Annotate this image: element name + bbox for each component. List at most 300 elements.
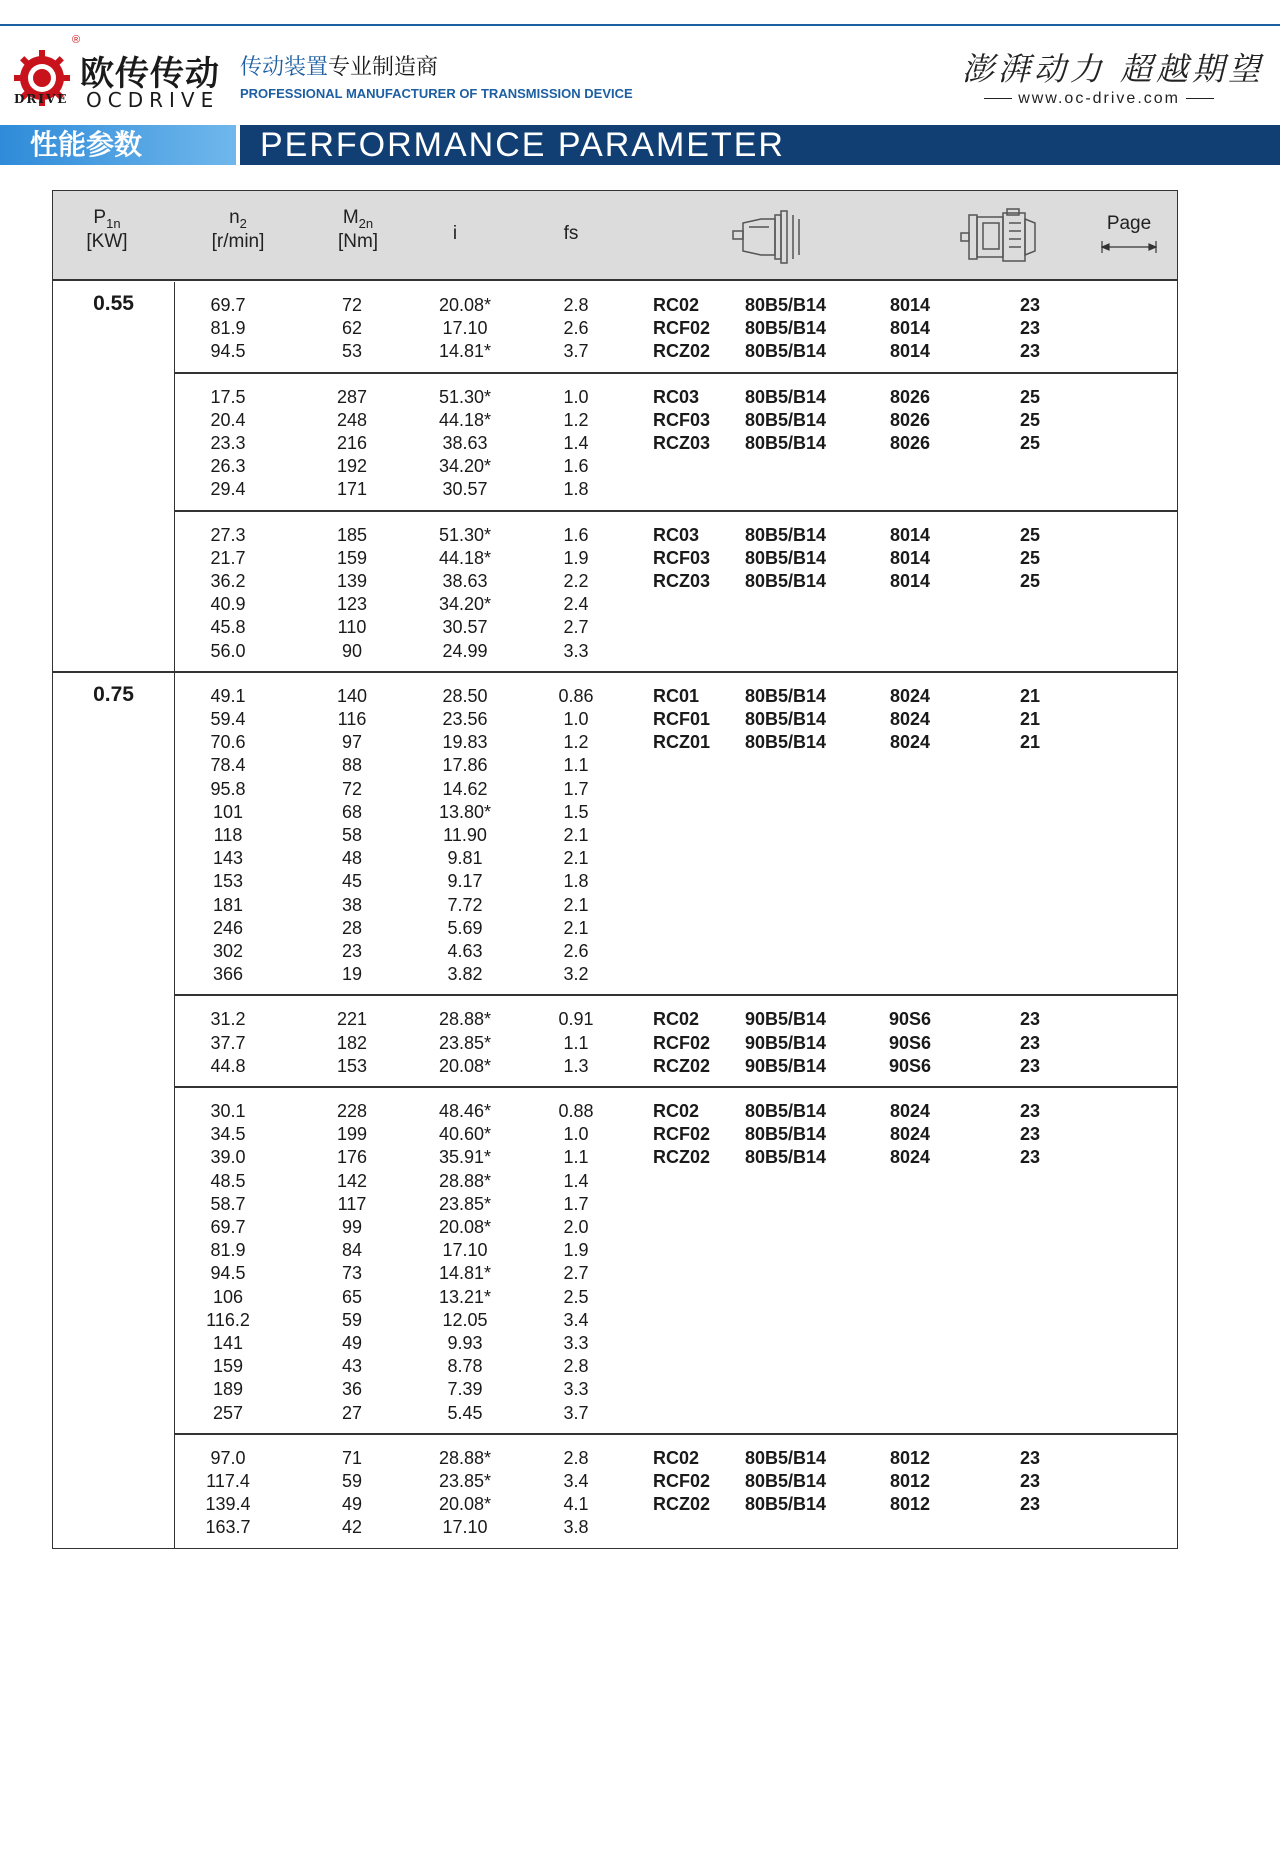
flange-value: 80B5/B14 [745, 732, 827, 753]
fs-value: 1.7 [563, 778, 589, 799]
n2-value: 44.8 [210, 1055, 246, 1076]
ratio-value: 38.63 [442, 571, 488, 591]
flange-value: 80B5/B14 [745, 547, 827, 568]
model-value: RC02 [653, 1101, 700, 1121]
fs-value: 2.8 [563, 295, 589, 315]
motor-value: 8014 [889, 318, 931, 339]
model-value: RCF01 [653, 709, 711, 729]
group-divider [174, 510, 1177, 512]
flange-value: 80B5/B14 [745, 571, 827, 591]
m2n-value: 248 [336, 409, 368, 430]
m2n-value: 28 [341, 917, 363, 938]
table-header [53, 191, 1177, 281]
n2-value: 56.0 [210, 640, 246, 661]
brand-name-cn: 欧传传动 [80, 54, 220, 94]
fs-value: 3.4 [563, 1309, 589, 1330]
ratio-value: 30.57 [442, 617, 488, 638]
m2n-value: 123 [336, 594, 368, 615]
m2n-value: 159 [336, 547, 368, 568]
ratio-value: 44.18* [438, 409, 492, 430]
registered-mark: ® [72, 34, 81, 46]
group-divider [174, 1086, 1177, 1088]
n2-value: 143 [212, 848, 244, 869]
m2n-value: 117 [337, 1193, 367, 1214]
n2-value: 40.9 [210, 594, 246, 615]
page-value: 23 [1019, 1101, 1041, 1121]
fs-value: 1.4 [563, 433, 589, 453]
m2n-value: 116 [337, 709, 367, 729]
ratio-value: 48.46* [438, 1101, 492, 1121]
group-divider [174, 994, 1177, 996]
model-value: RC03 [653, 524, 700, 545]
ratio-value: 38.63 [442, 433, 488, 453]
fs-value: 1.4 [563, 1170, 589, 1191]
ratio-value: 12.05 [442, 1309, 488, 1330]
n2-value: 23.3 [210, 433, 246, 453]
page-value: 25 [1019, 386, 1041, 407]
n2-value: 163.7 [205, 1517, 251, 1538]
n2-value: 20.4 [210, 409, 246, 430]
motor-value: 8014 [889, 341, 931, 362]
ratio-value: 11.90 [443, 825, 487, 845]
ratio-value: 20.08* [438, 1055, 492, 1076]
n2-value: 159 [212, 1356, 244, 1377]
performance-table [52, 190, 1178, 1549]
n2-value: 302 [212, 941, 244, 961]
n2-value: 29.4 [210, 479, 246, 500]
m2n-value: 59 [341, 1309, 363, 1330]
m2n-value: 48 [341, 848, 363, 869]
m2n-value: 139 [336, 571, 368, 591]
fs-value: 3.7 [563, 341, 589, 362]
motor-value: 8026 [889, 409, 931, 430]
n2-value: 21.7 [210, 547, 246, 568]
group-divider [174, 372, 1177, 374]
motor-value: 8024 [889, 685, 931, 706]
m2n-value: 72 [341, 295, 363, 315]
ratio-value: 14.81* [438, 341, 492, 362]
table-row [175, 1514, 1175, 1541]
model-value: RCF03 [653, 409, 711, 430]
m2n-value: 65 [341, 1286, 363, 1307]
fs-value: 4.1 [563, 1494, 589, 1515]
n2-value: 78.4 [210, 755, 246, 776]
ratio-value: 23.85* [438, 1471, 492, 1491]
n2-value: 59.4 [210, 709, 246, 729]
model-value: RC03 [653, 386, 700, 407]
ratio-value: 28.50 [442, 685, 488, 706]
n2-value: 34.5 [210, 1124, 246, 1145]
motor-value: 8012 [889, 1494, 931, 1515]
page-value: 23 [1019, 1009, 1041, 1030]
top-rule [0, 24, 1280, 26]
fs-value: 0.88 [558, 1101, 594, 1121]
fs-value: 2.2 [563, 571, 589, 591]
ratio-value: 19.83 [442, 732, 488, 753]
m2n-value: 185 [336, 524, 368, 545]
model-value: RC02 [653, 1009, 700, 1030]
m2n-value: 88 [341, 755, 363, 776]
fs-value: 3.3 [563, 1379, 589, 1400]
ratio-value: 7.39 [447, 1379, 483, 1400]
fs-value: 1.0 [563, 386, 589, 407]
power-value: 0.75 [93, 682, 134, 706]
m2n-value: 171 [336, 479, 368, 500]
n2-value: 141 [212, 1333, 244, 1353]
fs-value: 0.86 [558, 685, 594, 706]
fs-value: 1.1 [563, 1032, 589, 1053]
ratio-value: 20.08* [438, 295, 492, 315]
page-value: 21 [1019, 709, 1041, 729]
motor-value: 8024 [889, 1147, 931, 1168]
column-divider [174, 282, 175, 1548]
motor-value: 90S6 [888, 1032, 932, 1053]
n2-value: 106 [212, 1286, 244, 1307]
ratio-value: 9.17 [447, 871, 483, 892]
m2n-value: 23 [341, 941, 363, 961]
flange-value: 80B5/B14 [745, 295, 827, 315]
m2n-value: 36 [341, 1379, 363, 1400]
ratio-value: 17.10 [442, 1240, 488, 1261]
m2n-value: 71 [341, 1447, 363, 1468]
n2-value: 257 [212, 1402, 244, 1423]
n2-value: 366 [212, 964, 244, 985]
n2-value: 139.4 [205, 1494, 251, 1515]
ratio-value: 28.88* [438, 1009, 492, 1030]
page-value: 23 [1019, 1147, 1041, 1168]
model-value: RC01 [653, 685, 700, 706]
fs-value: 2.1 [563, 825, 589, 845]
page-value: 25 [1019, 524, 1041, 545]
fs-value: 1.0 [563, 709, 589, 729]
m2n-value: 153 [336, 1055, 368, 1076]
model-value: RC02 [653, 295, 700, 315]
flange-value: 80B5/B14 [745, 1447, 827, 1468]
n2-value: 58.7 [210, 1193, 246, 1214]
fs-value: 2.6 [563, 941, 589, 961]
m2n-value: 42 [341, 1517, 363, 1538]
m2n-value: 38 [341, 894, 363, 915]
model-value: RCF03 [653, 547, 711, 568]
power-divider [53, 671, 1177, 673]
n2-value: 45.8 [210, 617, 246, 638]
m2n-value: 45 [341, 871, 363, 892]
fs-value: 1.8 [563, 871, 589, 892]
section-title-cn: 性能参数 [0, 125, 236, 165]
ratio-value: 7.72 [447, 894, 483, 915]
flange-value: 80B5/B14 [745, 1101, 827, 1121]
fs-value: 3.4 [563, 1471, 589, 1491]
flange-value: 80B5/B14 [745, 685, 827, 706]
flange-value: 80B5/B14 [745, 433, 827, 453]
page-value: 23 [1019, 318, 1041, 339]
ratio-value: 20.08* [438, 1217, 492, 1237]
n2-value: 118 [213, 825, 243, 845]
m2n-value: 68 [341, 801, 363, 822]
m2n-value: 140 [336, 685, 368, 706]
m2n-value: 216 [336, 433, 368, 453]
ratio-value: 28.88* [438, 1170, 492, 1191]
n2-value: 246 [212, 917, 244, 938]
ratio-value: 34.20* [438, 594, 492, 615]
flange-value: 80B5/B14 [745, 1494, 827, 1515]
m2n-value: 27 [341, 1402, 363, 1423]
ratio-value: 23.56 [442, 709, 488, 729]
header-fs: fs [563, 223, 579, 244]
model-value: RCZ01 [653, 732, 711, 753]
tagline-en: PROFESSIONAL MANUFACTURER OF TRANSMISSION DEVICE [240, 86, 633, 101]
ratio-value: 35.91* [438, 1147, 492, 1168]
table-row [175, 338, 1175, 365]
fs-value: 3.3 [563, 640, 589, 661]
ratio-value: 9.81 [447, 848, 483, 869]
header-m2n: $M_{2n}$ [Nm] [337, 207, 379, 252]
flange-value: 80B5/B14 [745, 1124, 827, 1145]
n2-value: 31.2 [210, 1009, 246, 1030]
ratio-value: 8.78 [447, 1356, 483, 1377]
ratio-value: 13.80* [438, 801, 492, 822]
ratio-value: 51.30* [438, 524, 492, 545]
model-value: RCF02 [653, 1471, 711, 1491]
logo-drive-text: DRIVE [14, 92, 69, 106]
fs-value: 1.9 [563, 547, 589, 568]
n2-value: 117.4 [206, 1471, 250, 1491]
n2-value: 189 [212, 1379, 244, 1400]
ratio-value: 23.85* [438, 1032, 492, 1053]
flange-value: 90B5/B14 [745, 1055, 827, 1076]
flange-value: 80B5/B14 [745, 524, 827, 545]
n2-value: 30.1 [210, 1101, 246, 1121]
fs-value: 1.0 [563, 1124, 589, 1145]
model-value: RCF02 [653, 1124, 711, 1145]
brand-name-en: OCDRIVE [86, 88, 220, 112]
n2-value: 101 [212, 801, 244, 822]
motor-value: 8014 [889, 571, 931, 591]
table-row [175, 961, 1175, 988]
motor-icon [959, 207, 1039, 267]
model-value: RCF02 [653, 318, 711, 339]
fs-value: 3.7 [563, 1402, 589, 1423]
model-value: RC02 [653, 1447, 700, 1468]
n2-value: 69.7 [210, 1217, 246, 1237]
n2-value: 69.7 [210, 295, 246, 315]
flange-value: 80B5/B14 [745, 709, 827, 729]
motor-value: 90S6 [888, 1009, 932, 1030]
page-value: 23 [1019, 1447, 1041, 1468]
ratio-value: 40.60* [438, 1124, 492, 1145]
fs-value: 2.8 [563, 1356, 589, 1377]
page-header [0, 34, 1280, 114]
table-row [175, 1053, 1175, 1080]
n2-value: 70.6 [210, 732, 246, 753]
page-value: 23 [1019, 341, 1041, 362]
m2n-value: 19 [341, 964, 363, 985]
ratio-value: 17.10 [442, 1517, 488, 1538]
ratio-value: 9.93 [447, 1333, 483, 1353]
m2n-value: 287 [336, 386, 368, 407]
m2n-value: 199 [336, 1124, 368, 1145]
page-value: 21 [1019, 685, 1041, 706]
ratio-value: 3.82 [447, 964, 483, 985]
m2n-value: 72 [341, 778, 363, 799]
ratio-value: 20.08* [438, 1494, 492, 1515]
power-value: 0.55 [93, 292, 134, 315]
ratio-value: 28.88* [438, 1447, 492, 1468]
header-p1n: $P_{1n}$ [KW] [86, 207, 128, 252]
ratio-value: 51.30* [438, 386, 492, 407]
fs-value: 1.9 [563, 1240, 589, 1261]
m2n-value: 228 [336, 1101, 368, 1121]
motor-value: 90S6 [888, 1055, 932, 1076]
n2-value: 116.2 [206, 1309, 250, 1330]
n2-value: 81.9 [210, 1240, 246, 1261]
tagline-cn: 传动装置专业制造商 [240, 55, 439, 80]
n2-value: 39.0 [210, 1147, 246, 1168]
ratio-value: 23.85* [438, 1193, 492, 1214]
ratio-value: 17.86 [442, 755, 488, 776]
page-value: 23 [1019, 1494, 1041, 1515]
n2-value: 153 [212, 871, 244, 892]
fs-value: 2.7 [563, 1263, 589, 1284]
m2n-value: 192 [336, 456, 368, 477]
fs-value: 2.1 [563, 848, 589, 869]
n2-value: 37.7 [210, 1032, 246, 1053]
m2n-value: 182 [336, 1032, 368, 1053]
page-width-arrow-icon [1101, 241, 1157, 253]
table-row [175, 638, 1175, 665]
n2-value: 95.8 [210, 778, 246, 799]
fs-value: 1.6 [563, 524, 589, 545]
slogan: 澎湃动力 超越期望 [961, 50, 1264, 88]
motor-value: 8012 [889, 1471, 931, 1491]
ratio-value: 5.69 [447, 917, 483, 938]
fs-value: 1.8 [563, 479, 589, 500]
n2-value: 49.1 [210, 685, 246, 706]
model-value: RCZ03 [653, 571, 711, 591]
motor-value: 8024 [889, 1124, 931, 1145]
n2-value: 94.5 [210, 1263, 246, 1284]
ratio-value: 5.45 [447, 1402, 483, 1423]
flange-value: 80B5/B14 [745, 341, 827, 362]
fs-value: 1.7 [563, 1193, 589, 1214]
fs-value: 2.4 [563, 594, 589, 615]
m2n-value: 62 [341, 318, 363, 339]
gear-reducer-icon [731, 209, 807, 265]
m2n-value: 59 [341, 1471, 363, 1491]
page-value: 25 [1019, 571, 1041, 591]
fs-value: 2.5 [563, 1286, 589, 1307]
n2-value: 181 [212, 894, 244, 915]
m2n-value: 49 [341, 1333, 363, 1353]
fs-value: 2.8 [563, 1447, 589, 1468]
flange-value: 90B5/B14 [745, 1009, 827, 1030]
section-title-en: PERFORMANCE PARAMETER [240, 125, 1280, 165]
m2n-value: 49 [341, 1494, 363, 1515]
motor-value: 8024 [889, 732, 931, 753]
ratio-value: 13.21* [438, 1286, 492, 1307]
model-value: RCZ02 [653, 1494, 711, 1515]
page-value: 23 [1019, 1124, 1041, 1145]
ratio-value: 44.18* [438, 547, 492, 568]
fs-value: 2.6 [563, 318, 589, 339]
m2n-value: 97 [341, 732, 363, 753]
fs-value: 2.0 [563, 1217, 589, 1237]
ratio-value: 4.63 [447, 941, 483, 961]
header-ratio: i [452, 223, 458, 244]
fs-value: 3.2 [563, 964, 589, 985]
n2-value: 36.2 [210, 571, 246, 591]
motor-value: 8014 [889, 524, 931, 545]
flange-value: 80B5/B14 [745, 409, 827, 430]
n2-value: 17.5 [210, 386, 246, 407]
model-value: RCF02 [653, 1032, 711, 1053]
m2n-value: 73 [341, 1263, 363, 1284]
page-value: 23 [1019, 1032, 1041, 1053]
flange-value: 90B5/B14 [745, 1032, 827, 1053]
n2-value: 48.5 [210, 1170, 246, 1191]
model-value: RCZ02 [653, 1147, 711, 1168]
header-n2: $n_2$ [r/min] [211, 207, 265, 252]
ratio-value: 34.20* [438, 456, 492, 477]
group-divider [174, 1433, 1177, 1435]
flange-value: 80B5/B14 [745, 386, 827, 407]
fs-value: 3.8 [563, 1517, 589, 1538]
flange-value: 80B5/B14 [745, 318, 827, 339]
fs-value: 2.7 [563, 617, 589, 638]
page-value: 23 [1019, 1055, 1041, 1076]
fs-value: 1.6 [563, 456, 589, 477]
header-page: Page [1106, 213, 1152, 234]
motor-value: 8014 [889, 547, 931, 568]
fs-value: 1.1 [563, 1147, 589, 1168]
page-value: 25 [1019, 433, 1041, 453]
n2-value: 81.9 [210, 318, 246, 339]
table-row [175, 1400, 1175, 1427]
m2n-value: 53 [341, 341, 363, 362]
page-value: 25 [1019, 547, 1041, 568]
m2n-value: 90 [341, 640, 363, 661]
fs-value: 1.1 [563, 755, 589, 776]
page-value: 23 [1019, 1471, 1041, 1491]
ratio-value: 14.81* [438, 1263, 492, 1284]
fs-value: 1.2 [563, 409, 589, 430]
ratio-value: 24.99 [442, 640, 488, 661]
fs-value: 1.5 [563, 801, 589, 822]
n2-value: 94.5 [210, 341, 246, 362]
ratio-value: 17.10 [442, 318, 488, 339]
page-value: 23 [1019, 295, 1041, 315]
fs-value: 2.1 [563, 894, 589, 915]
motor-value: 8024 [889, 709, 931, 729]
n2-value: 26.3 [210, 456, 246, 477]
n2-value: 27.3 [210, 524, 246, 545]
motor-value: 8026 [889, 433, 931, 453]
model-value: RCZ02 [653, 1055, 711, 1076]
m2n-value: 99 [341, 1217, 363, 1237]
page-value: 21 [1019, 732, 1041, 753]
motor-value: 8014 [889, 295, 931, 315]
n2-value: 97.0 [210, 1447, 246, 1468]
fs-value: 2.1 [563, 917, 589, 938]
m2n-value: 43 [341, 1356, 363, 1377]
model-value: RCZ03 [653, 433, 711, 453]
m2n-value: 58 [341, 825, 363, 845]
website-url: www.oc-drive.com [978, 90, 1220, 108]
m2n-value: 176 [336, 1147, 368, 1168]
flange-value: 80B5/B14 [745, 1147, 827, 1168]
table-row [175, 476, 1175, 503]
ratio-value: 30.57 [442, 479, 488, 500]
